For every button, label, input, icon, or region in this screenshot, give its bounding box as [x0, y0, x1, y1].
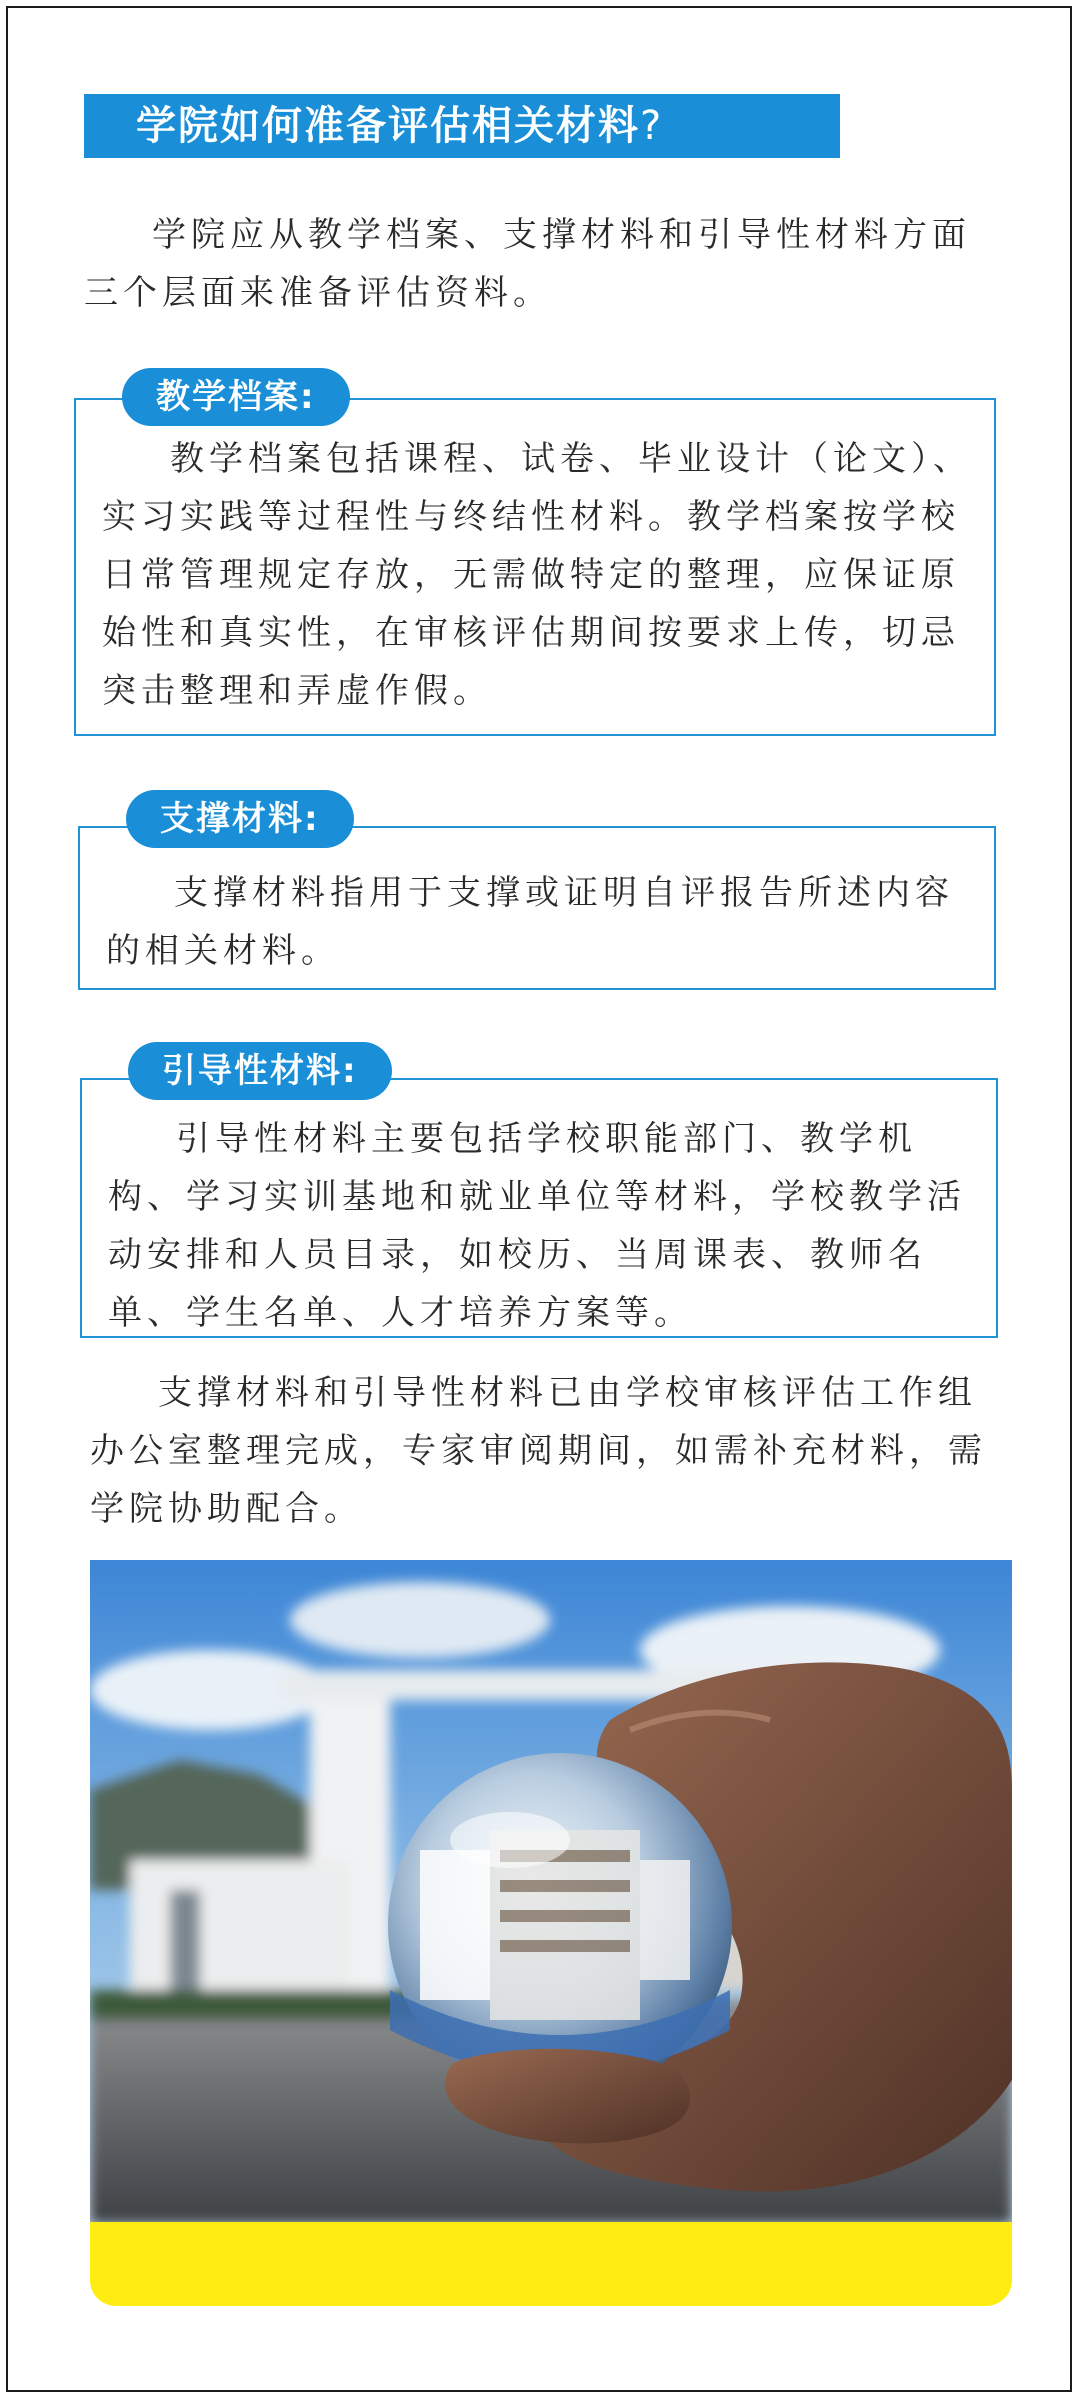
- section-label-teaching-archives: 教学档案:: [122, 368, 350, 426]
- page-title: [84, 94, 840, 158]
- crystal-ball-campus-photo: [90, 1560, 1012, 2224]
- section-label-guiding-materials: 引导性材料:: [128, 1042, 392, 1100]
- yellow-footer-band: [90, 2222, 1012, 2306]
- section-body: 支撑材料指用于支撑或证明自评报告所述内容的相关材料。: [106, 873, 954, 971]
- intro-paragraph: 学院应从教学档案、支撑材料和引导性材料方面三个层面来准备评估资料。: [84, 215, 971, 313]
- section-box-supporting-materials: [78, 826, 996, 990]
- section-box-teaching-archives: [74, 398, 996, 736]
- section-box-guiding-materials: [80, 1078, 998, 1338]
- section-body: 教学档案包括课程、试卷、毕业设计（论文）、实习实践等过程性与终结性材料。教学档案按学校日常管理规定存放，无需做特定的整理，应保证原始性和真实性，在审核评估期间按要求上传，切忌突击整理和弄虚作假。: [102, 439, 972, 711]
- page-title-text: 学院如何准备评估相关材料: [136, 103, 640, 149]
- closing-paragraph: 支撑材料和引导性材料已由学校审核评估工作组办公室整理完成，专家审阅期间，如需补充材料，需学院协助配合。: [90, 1373, 987, 1529]
- section-body: 引导性材料主要包括学校职能部门、教学机构、学习实训基地和就业单位等材料，学校教学活动安排和人员目录，如校历、当周课表、教师名单、学生名单、人才培养方案等。: [108, 1119, 966, 1333]
- page-title-mark: ?: [640, 103, 664, 149]
- section-label-supporting-materials: 支撑材料:: [126, 790, 354, 848]
